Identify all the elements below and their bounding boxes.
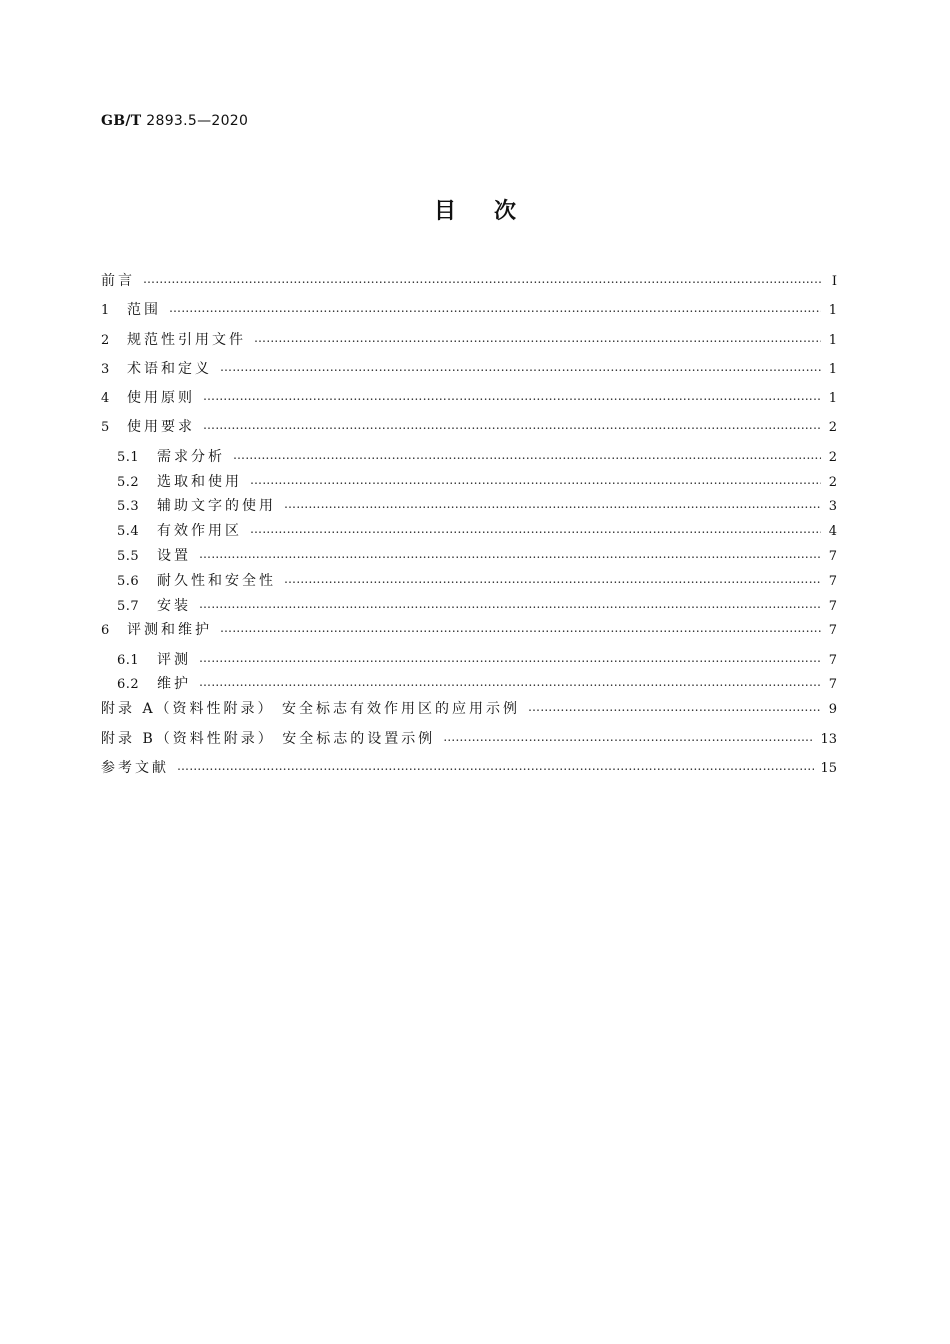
toc-entry-label: 安装 xyxy=(157,597,191,614)
toc-entry[interactable] xyxy=(101,651,837,676)
toc-entry-label: 规范性引用文件 xyxy=(127,331,246,348)
toc-entry-label: 前言 xyxy=(101,273,135,289)
toc-entry-number: 3 xyxy=(101,361,110,377)
toc-entry-label: 有效作用区 xyxy=(157,523,242,540)
toc-entry-label: 维护 xyxy=(157,676,191,693)
toc-leader-dots xyxy=(220,621,821,637)
toc-entry-number: 2 xyxy=(101,332,110,348)
toc-entry-label: 附录 A（资料性附录） 安全标志有效作用区的应用示例 xyxy=(101,701,521,718)
toc-entry-page-number: 1 xyxy=(828,391,837,407)
toc-leader-dots xyxy=(203,389,821,405)
toc-entry[interactable] xyxy=(101,572,837,597)
toc-entry[interactable] xyxy=(101,497,837,522)
toc-leader-dots xyxy=(528,700,821,716)
toc-entry[interactable] xyxy=(101,700,837,729)
toc-entry-label: 使用原则 xyxy=(127,390,195,407)
toc-entry-number: 4 xyxy=(101,391,110,407)
toc-leader-dots xyxy=(443,730,814,746)
toc-entry-number: 5.4 xyxy=(117,524,140,540)
toc-entry-page-number: 7 xyxy=(828,623,837,639)
toc-leader-dots xyxy=(169,301,821,317)
toc-entry-number: 5.5 xyxy=(117,548,140,564)
toc-entry-number: 5.1 xyxy=(117,449,140,465)
toc-entry-label: 耐久性和安全性 xyxy=(157,572,276,589)
toc-entry-page-number: 3 xyxy=(828,499,837,515)
toc-leader-dots xyxy=(143,272,821,288)
toc-entry[interactable] xyxy=(101,597,837,622)
toc-entry-number: 1 xyxy=(101,303,110,319)
toc-entry-page-number: Ⅰ xyxy=(831,274,837,289)
toc-entry-number: 5 xyxy=(101,420,110,436)
table-of-contents xyxy=(101,272,837,788)
toc-entry[interactable] xyxy=(101,759,837,788)
document-code xyxy=(101,113,248,129)
toc-leader-dots xyxy=(199,547,821,563)
toc-entry-number: 5.2 xyxy=(117,474,140,490)
toc-entry-label: 术语和定义 xyxy=(127,360,212,377)
toc-leader-dots xyxy=(199,597,821,613)
toc-leader-dots xyxy=(250,522,821,538)
toc-entry-page-number: 15 xyxy=(820,760,837,776)
toc-entry-page-number: 13 xyxy=(820,731,837,747)
toc-entry-number: 5.7 xyxy=(117,598,140,614)
toc-entry[interactable] xyxy=(101,448,837,473)
toc-entry-label: 设置 xyxy=(157,547,191,564)
toc-leader-dots xyxy=(220,360,821,376)
toc-entry-number: 5.3 xyxy=(117,499,140,515)
toc-entry-label: 范围 xyxy=(127,302,161,319)
toc-entry[interactable] xyxy=(101,301,837,330)
standard-prefix: GB/T xyxy=(101,113,142,129)
toc-entry-number: 6 xyxy=(101,623,110,639)
toc-entry-label: 使用要求 xyxy=(127,419,195,436)
toc-leader-dots xyxy=(177,759,814,775)
toc-entry-page-number: 2 xyxy=(828,474,837,490)
toc-entry-page-number: 1 xyxy=(828,361,837,377)
toc-entry-page-number: 1 xyxy=(828,303,837,319)
toc-leader-dots xyxy=(254,331,821,347)
toc-entry[interactable] xyxy=(101,360,837,389)
toc-entry[interactable] xyxy=(101,418,837,447)
toc-leader-dots xyxy=(250,473,821,489)
toc-entry-label: 需求分析 xyxy=(157,448,225,465)
toc-entry-page-number: 7 xyxy=(828,548,837,564)
toc-entry-number: 5.6 xyxy=(117,573,140,589)
toc-leader-dots xyxy=(203,418,821,434)
toc-entry-page-number: 2 xyxy=(828,420,837,436)
toc-entry[interactable] xyxy=(101,522,837,547)
toc-entry[interactable] xyxy=(101,389,837,418)
toc-entry-number: 6.1 xyxy=(117,652,140,668)
toc-entry-number: 6.2 xyxy=(117,677,140,693)
toc-entry-page-number: 1 xyxy=(828,332,837,348)
toc-entry-page-number: 7 xyxy=(828,598,837,614)
toc-leader-dots xyxy=(199,675,821,691)
toc-leader-dots xyxy=(284,497,821,513)
toc-entry-label: 评测 xyxy=(157,651,191,668)
standard-number: 2893.5—2020 xyxy=(146,113,249,129)
toc-entry-page-number: 2 xyxy=(828,449,837,465)
toc-entry-page-number: 4 xyxy=(828,524,837,540)
toc-entry-label: 附录 B（资料性附录） 安全标志的设置示例 xyxy=(101,730,436,747)
toc-entry[interactable] xyxy=(101,272,837,301)
toc-leader-dots xyxy=(199,651,821,667)
toc-entry-page-number: 7 xyxy=(828,652,837,668)
toc-entry-page-number: 7 xyxy=(828,677,837,693)
toc-leader-dots xyxy=(233,448,821,464)
toc-entry[interactable] xyxy=(101,675,837,700)
page-title: 目次 xyxy=(433,199,554,224)
toc-entry[interactable] xyxy=(101,473,837,498)
toc-entry-page-number: 7 xyxy=(828,573,837,589)
toc-entry-label: 参考文献 xyxy=(101,759,169,776)
toc-entry-label: 评测和维护 xyxy=(127,622,212,639)
toc-entry[interactable] xyxy=(101,547,837,572)
toc-entry-label: 选取和使用 xyxy=(157,473,242,490)
toc-entry[interactable] xyxy=(101,621,837,650)
toc-leader-dots xyxy=(284,572,821,588)
toc-entry[interactable] xyxy=(101,331,837,360)
toc-entry[interactable] xyxy=(101,730,837,759)
toc-entry-page-number: 9 xyxy=(828,702,837,718)
toc-entry-label: 辅助文字的使用 xyxy=(157,498,276,515)
